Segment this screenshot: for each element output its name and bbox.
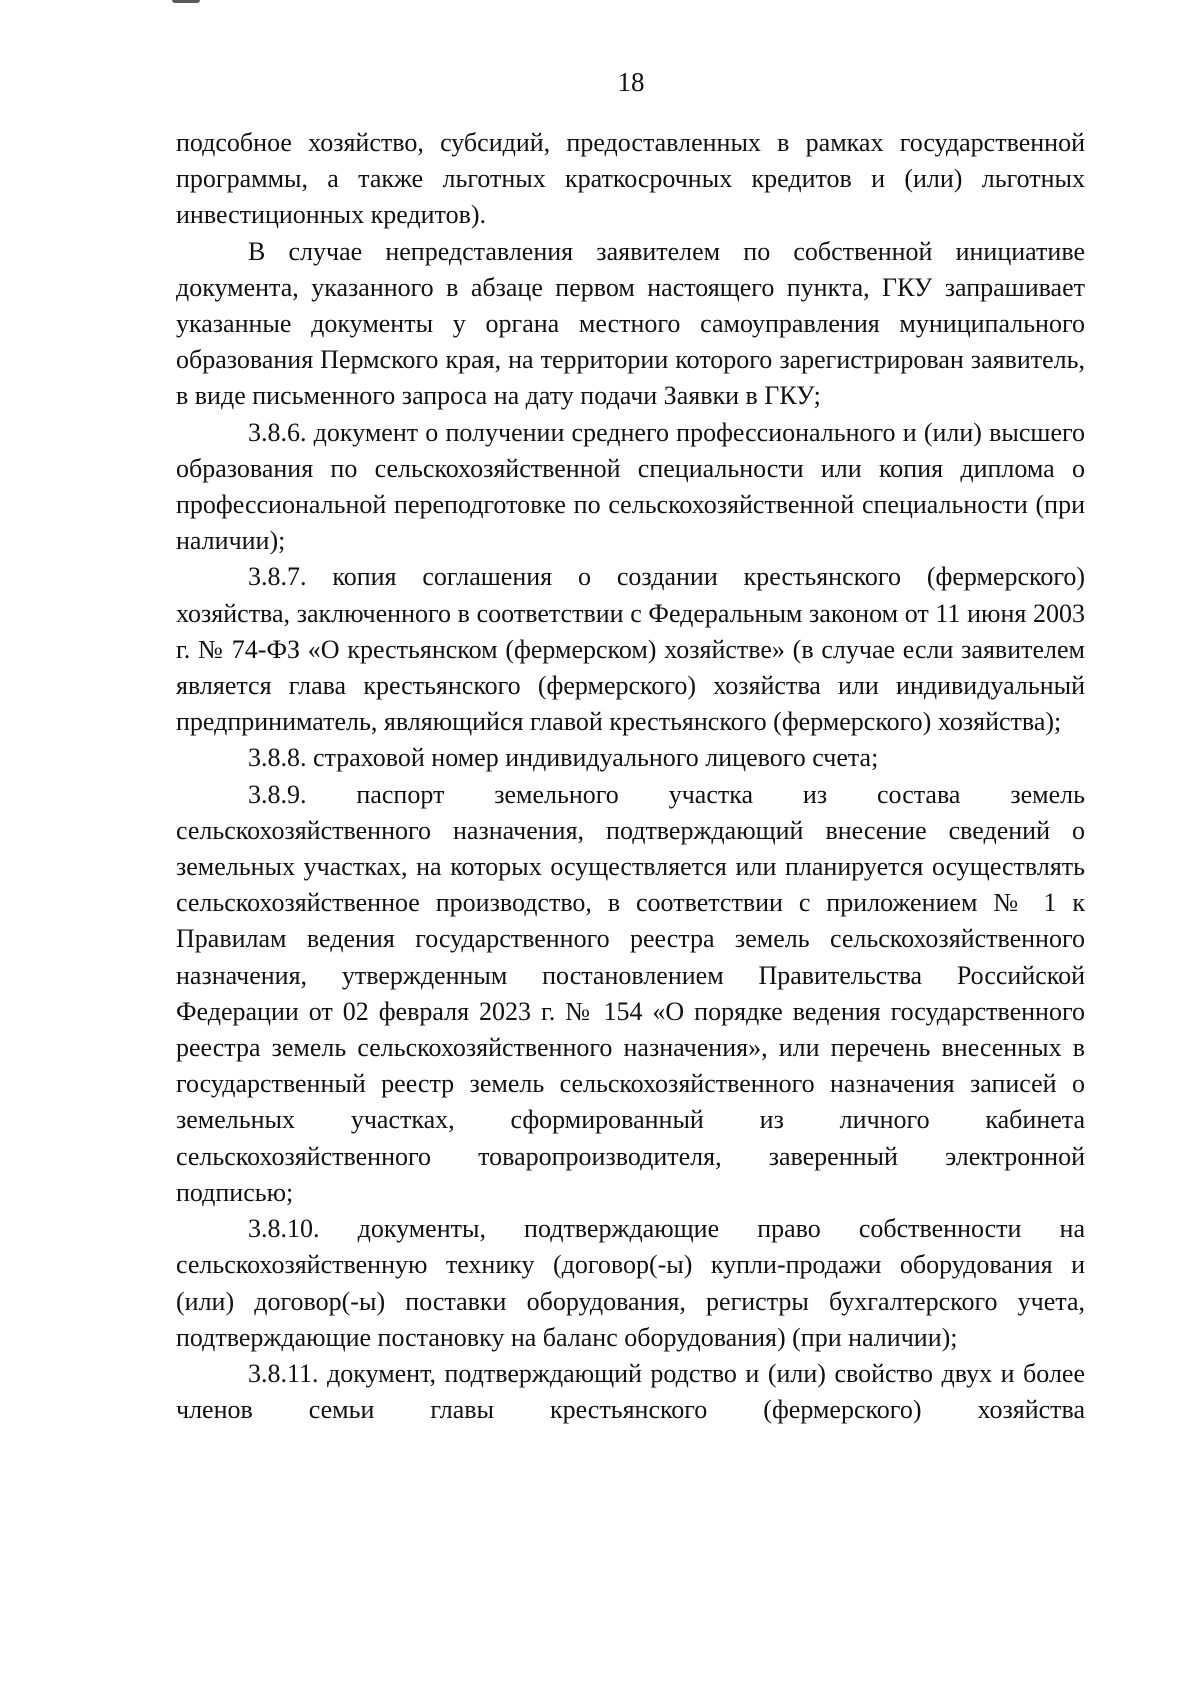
- paragraph-3-8-10: 3.8.10. документы, подтверждающие право собственности на сельскохозяйственную технику (договор(-ы) купли-продажи оборудования и (или) договор(-ы) поставки оборудования, регистры бухгалтерского учета, подтверждающие постановку на баланс оборудования) (при наличии);: [176, 1214, 1085, 1352]
- paragraph-3-8-8: 3.8.8. страховой номер индивидуального лицевого счета;: [248, 743, 879, 773]
- paragraph-3-8-11: 3.8.11. документ, подтверждающий родство и (или) свойство двух и более членов семьи главы крестьянского (фермерского) хозяйства: [176, 1358, 1085, 1425]
- paragraph-gku-request: В случае непредставления заявителем по собственной инициативе документа, указанного в абзаце первом настоящего пункта, ГКУ запрашивает указанные документы у органа местного самоуправления муниципального образования Пермского края, на территории которого зарегистрирован заявитель, в виде письменного запроса на дату подачи Заявки в ГКУ;: [176, 236, 1085, 411]
- paragraph-continuation: подсобное хозяйство, субсидий, предоставленных в рамках государственной программы, а также льготных краткосрочных кредитов и (или) льготных инвестиционных кредитов).: [176, 128, 1085, 230]
- page-number: 18: [617, 67, 645, 97]
- document-body: [176, 125, 1085, 1428]
- paragraph-3-8-7: 3.8.7. копия соглашения о создании крестьянского (фермерского) хозяйства, заключенного в соответствии с Федеральным законом от 11 июня 2003 г. № 74-ФЗ «О крестьянском (фермерском) хозяйстве» (в случае если заявителем является глава крестьянского (фермерского) хозяйства или индивидуальный предприниматель, являющийся главой крестьянского (фермерского) хозяйства);: [176, 562, 1085, 737]
- scan-artifact: [172, 0, 200, 3]
- paragraph-3-8-6: 3.8.6. документ о получении среднего профессионального и (или) высшего образования по сельскохозяйственной специальности или копия диплома о профессиональной переподготовке по сельскохозяйственной специальности (при наличии);: [176, 417, 1085, 556]
- paragraph-3-8-9: 3.8.9. паспорт земельного участка из состава земель сельскохозяйственного назначения, подтверждающий внесение сведений о земельных участках, на которых осуществляется или планируется осуществлять сельскохозяйственное производство, в соответствии с приложением № 1 к Правилам ведения государственного реестра земель сельскохозяйственного назначения, утвержденным постановлением Правительства Российской Федерации от 02 февраля 2023 г. № 154 «О порядке ведения государственного реестра земель сельскохозяйственного назначения», или перечень внесенных в государственный реестр земель сельскохозяйственного назначения записей о земельных участках, сформированный из личного кабинета сельскохозяйственного товаропроизводителя, заверенный электронной подписью;: [176, 779, 1085, 1207]
